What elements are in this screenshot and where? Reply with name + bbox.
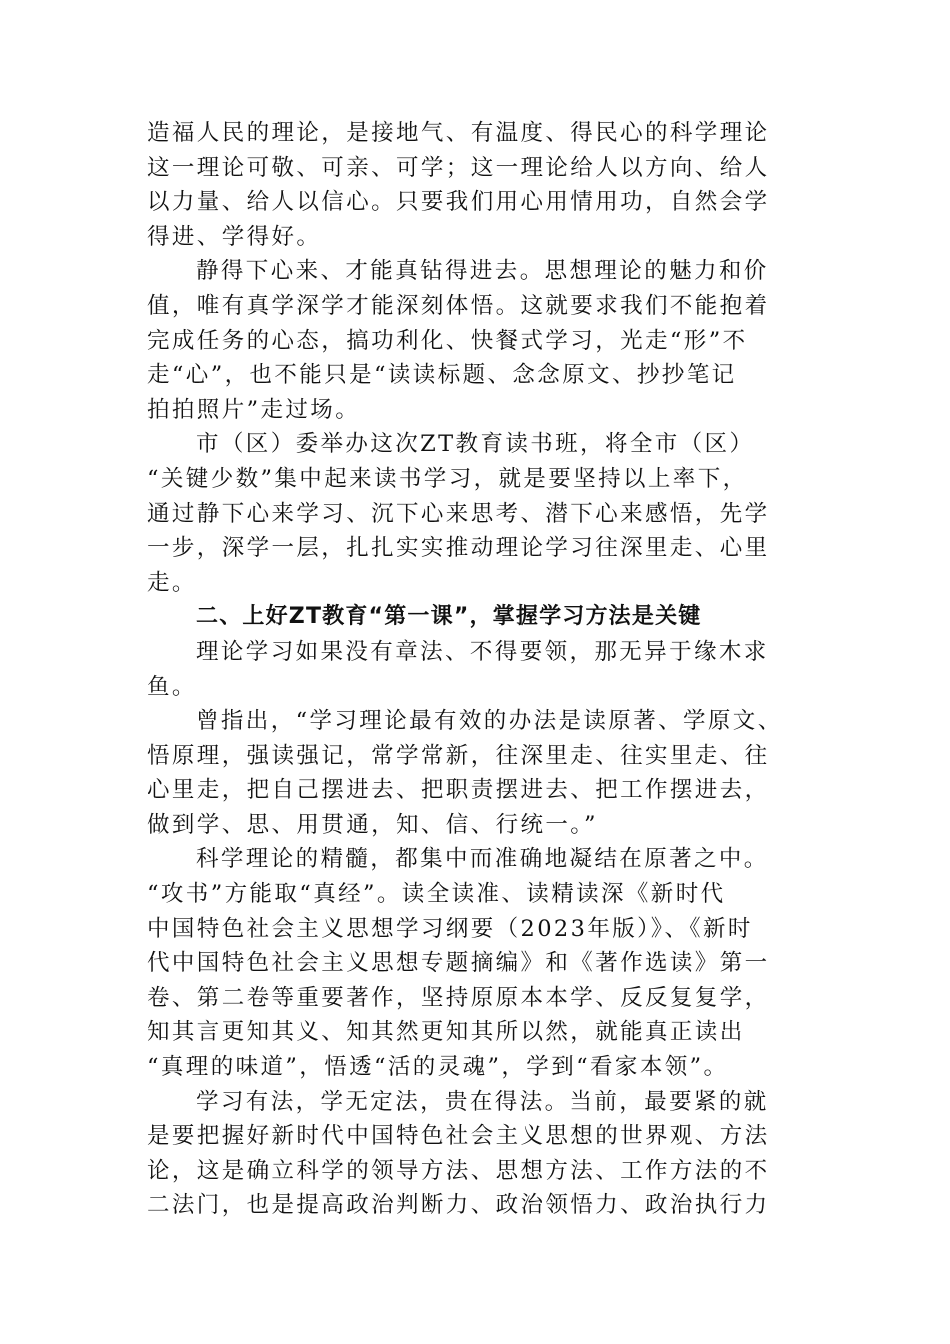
text-line: 造福人民的理论，是接地气、有温度、得民心的科学理论 <box>147 120 770 146</box>
text-line: 以力量、给人以信心。只要我们用心用情用功，自然会学 <box>147 189 770 216</box>
text-line: 一步，深学一层，扎扎实实推动理论学习往深里走、心里 <box>147 535 770 562</box>
text-line: 这一理论可敬、可亲、可学；这一理论给人以方向、给人 <box>147 154 770 181</box>
text-line: 市（区）委举办这次ZT教育读书班，将全市（区） <box>196 431 755 458</box>
text-line: 中国特色社会主义思想学习纲要（2023年版）》、《新时 <box>147 915 753 942</box>
section-heading: 二、上好ZT教育“第一课”，掌握学习方法是关键 <box>196 604 702 630</box>
text-line: 走。 <box>147 569 197 596</box>
text-line: 曾指出，“学习理论最有效的办法是读原著、学原文、 <box>196 708 783 735</box>
text-line: 完成任务的心态，搞功利化、快餐式学习，光走“形”不 <box>147 327 748 354</box>
text-line: 拍拍照片”走过场。 <box>147 396 361 423</box>
text-line: 论，这是确立科学的领导方法、思想方法、工作方法的不 <box>147 1157 770 1184</box>
text-line: 卷、第二卷等重要著作，坚持原原本本学、反反复复学， <box>147 984 770 1011</box>
text-line: 值，唯有真学深学才能深刻体悟。这就要求我们不能抱着 <box>147 292 770 319</box>
text-line: 心里走，把自己摆进去、把职责摆进去、把工作摆进去， <box>147 777 770 804</box>
text-line: 通过静下心来学习、沉下心来思考、潜下心来感悟，先学 <box>147 500 770 527</box>
document-page <box>147 116 809 1223</box>
text-line: 学习有法，学无定法，贵在得法。当前，最要紧的就 <box>196 1088 769 1115</box>
text-line: 理论学习如果没有章法、不得要领，那无异于缘木求 <box>196 638 769 665</box>
text-line: 二法门，也是提高政治判断力、政治领悟力、政治执行力 <box>147 1192 770 1219</box>
text-line: 悟原理，强读强记，常学常新，往深里走、往实里走、往 <box>147 742 770 769</box>
text-line: 是要把握好新时代中国特色社会主义思想的世界观、方法 <box>147 1123 770 1150</box>
text-line: 走“心”，也不能只是“读读标题、念念原文、抄抄笔记 <box>147 362 737 389</box>
text-line: 鱼。 <box>147 673 197 700</box>
text-line: “真理的味道”，悟透“活的灵魂”，学到“看家本领”。 <box>147 1054 729 1081</box>
text-line: 做到学、思、用贯通，知、信、行统一。” <box>147 811 598 838</box>
text-line: 静得下心来、才能真钻得进去。思想理论的魅力和价 <box>196 258 769 285</box>
text-line: 知其言更知其义、知其然更知其所以然，就能真正读出 <box>147 1019 745 1046</box>
text-line: 科学理论的精髓，都集中而准确地凝结在原著之中。 <box>196 846 769 873</box>
text-line: 代中国特色社会主义思想专题摘编》和《著作选读》第一 <box>147 950 770 977</box>
text-line: “攻书”方能取“真经”。读全读准、读精读深《新时代 <box>147 881 726 908</box>
text-line: 得进、学得好。 <box>147 223 322 250</box>
text-line: “关键少数”集中起来读书学习，就是要坚持以上率下， <box>147 465 748 492</box>
